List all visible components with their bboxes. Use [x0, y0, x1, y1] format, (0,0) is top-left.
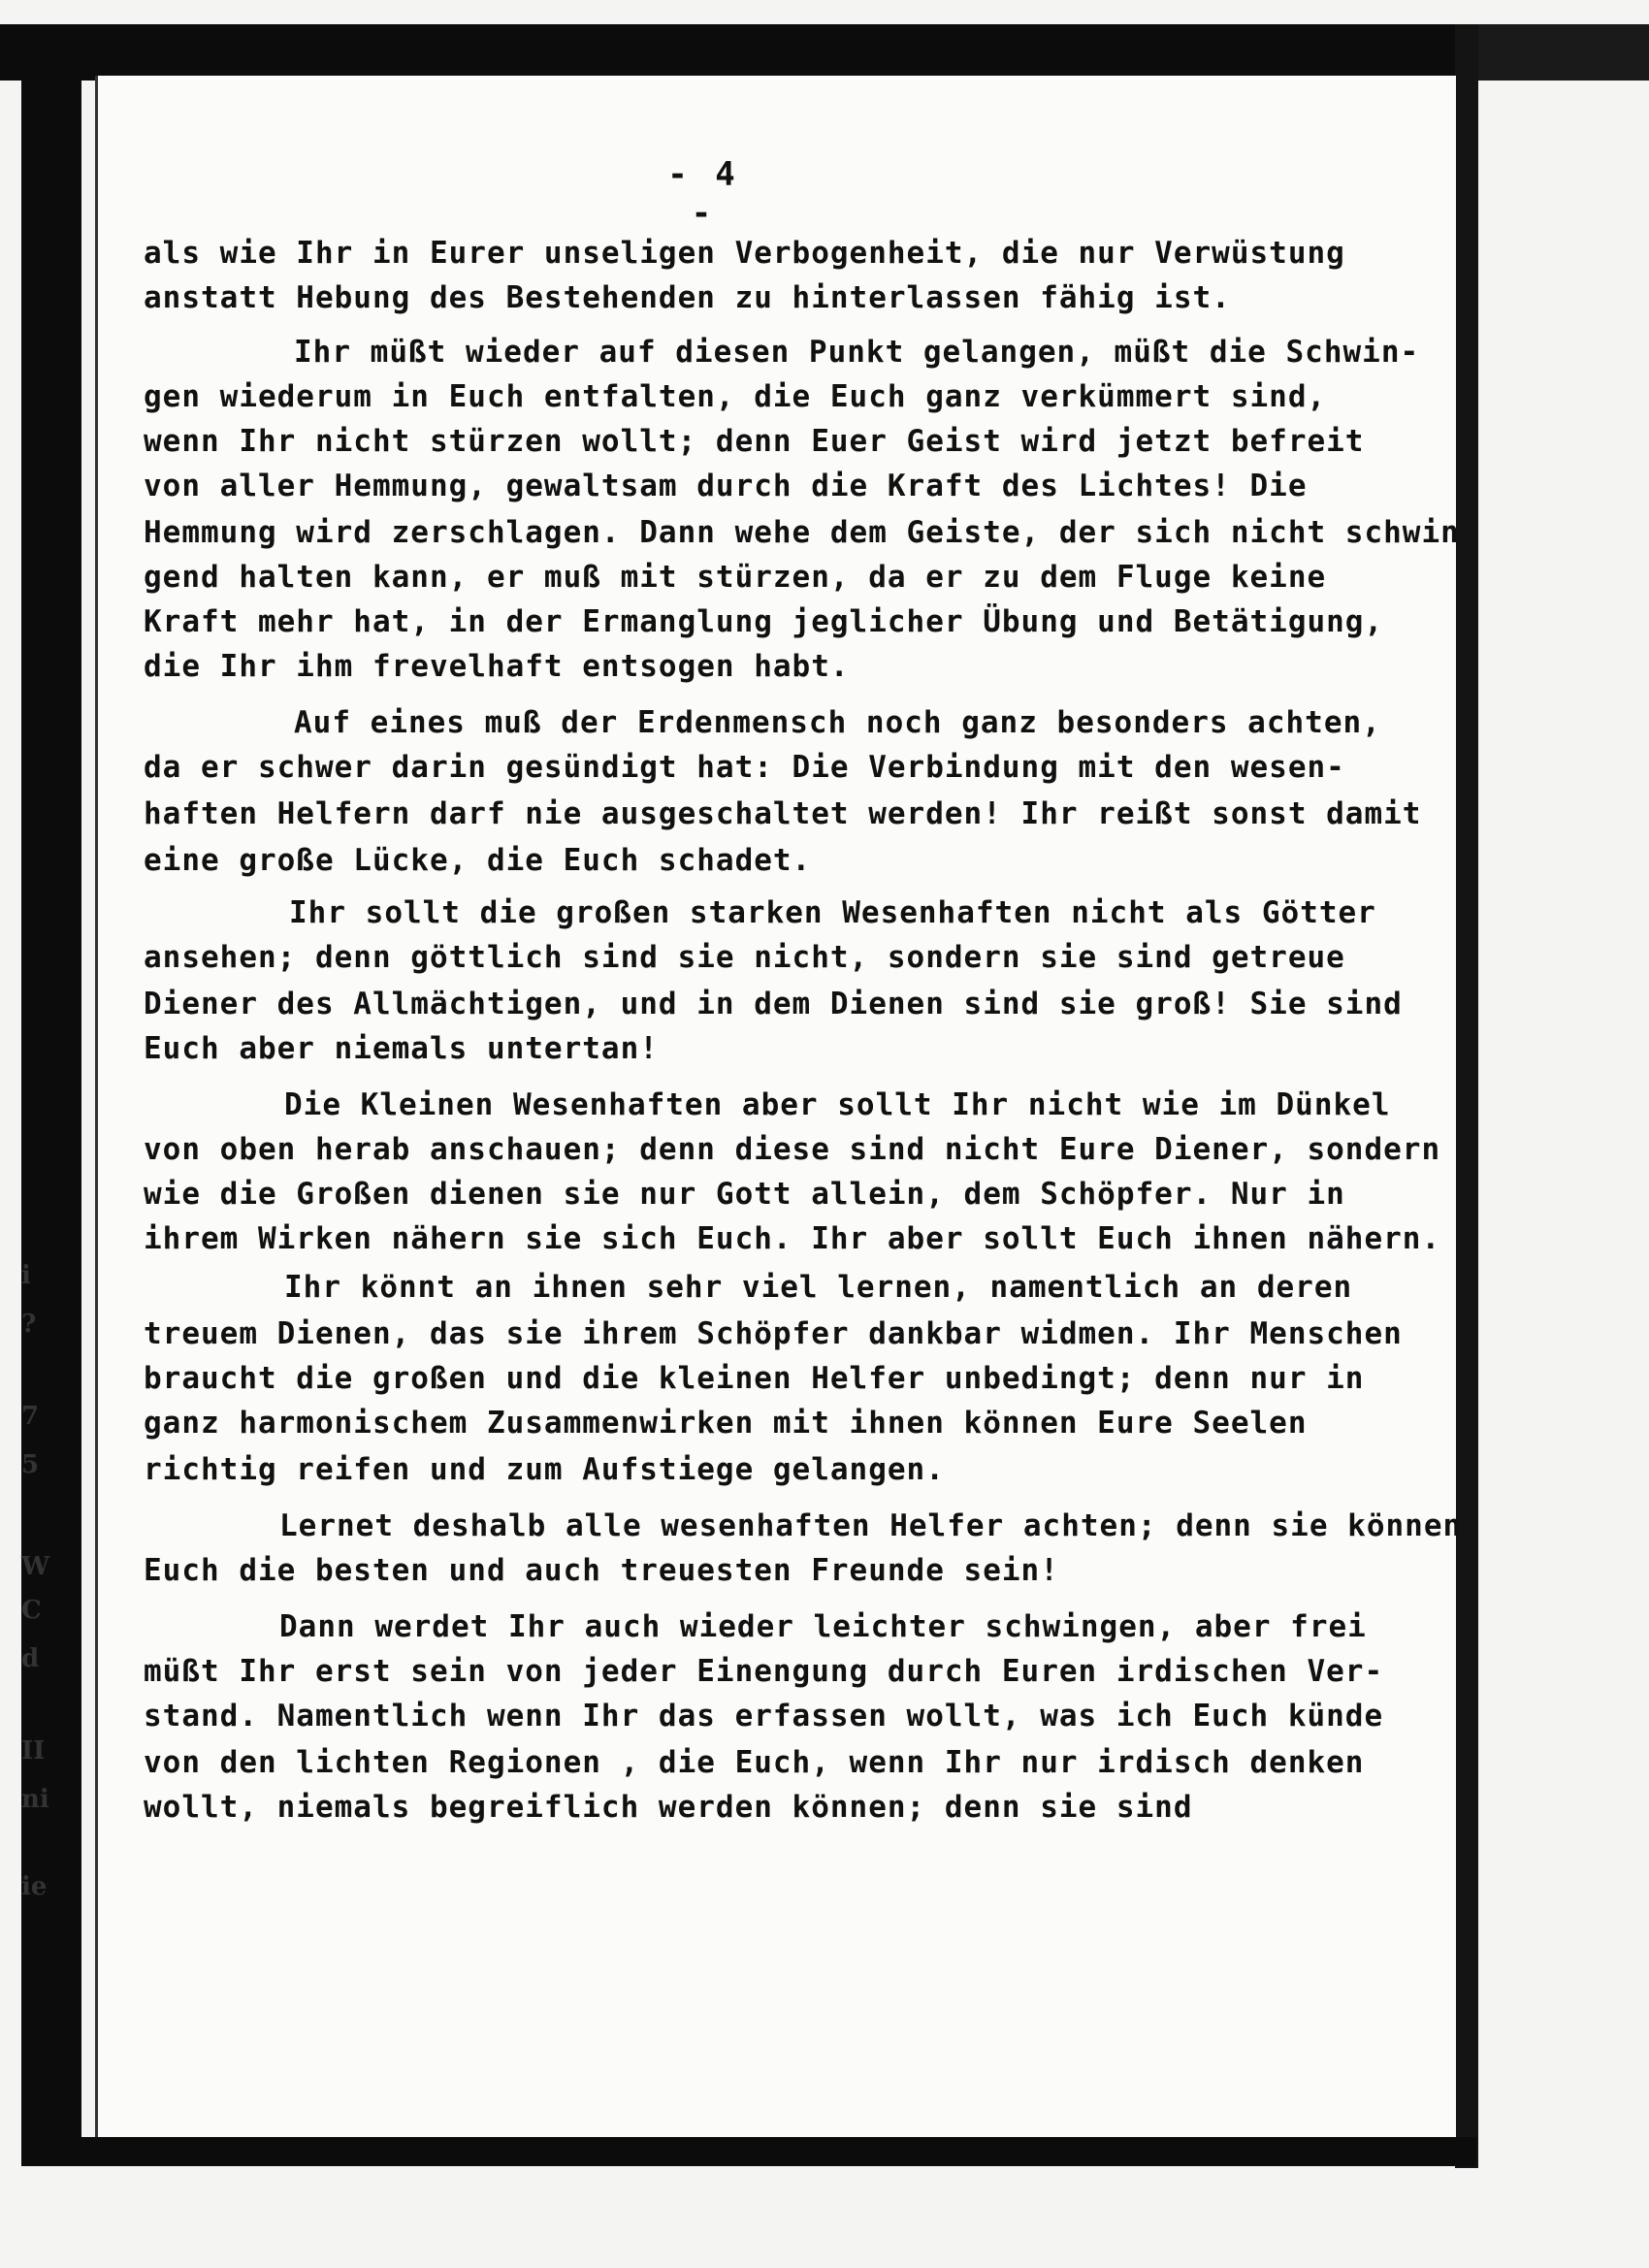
text-line: Ihr könnt an ihnen sehr viel lernen, namentlich an deren — [284, 1270, 1353, 1305]
text-line: von den lichten Regionen , die Euch, wenn Ihr nur irdisch denken — [144, 1745, 1365, 1780]
scan-frame-bottom — [21, 2137, 1476, 2166]
margin-mark: ni — [21, 1785, 49, 1814]
text-line: da er schwer darin gesündigt hat: Die Verbindung mit den wesen- — [144, 750, 1345, 785]
scan-frame-right — [1455, 24, 1478, 2168]
text-line: Hemmung wird zerschlagen. Dann wehe dem Geiste, der sich nicht schwin — [144, 515, 1460, 550]
text-line: Die Kleinen Wesenhaften aber sollt Ihr nicht wie im Dünkel — [284, 1087, 1391, 1122]
margin-mark: 7 — [21, 1402, 40, 1431]
scan-frame-left — [21, 24, 81, 2158]
text-line: wollt, niemals begreiflich werden können; denn sie sind — [144, 1790, 1193, 1825]
text-line: gend halten kann, er muß mit stürzen, da er zu dem Fluge keine — [144, 560, 1327, 595]
text-line: ansehen; denn göttlich sind sie nicht, sondern sie sind getreue — [144, 940, 1345, 975]
margin-mark: II — [21, 1736, 46, 1766]
margin-mark: 5 — [21, 1450, 40, 1479]
page-number: - 4 - — [667, 155, 739, 233]
text-line: ganz harmonischem Zusammenwirken mit ihnen können Eure Seelen — [144, 1406, 1308, 1441]
text-line: Ihr sollt die großen starken Wesenhaften nicht als Götter — [289, 895, 1376, 930]
margin-mark: ? — [21, 1310, 37, 1339]
text-line: als wie Ihr in Eurer unseligen Verbogenheit, die nur Verwüstung — [144, 236, 1345, 271]
text-line: wenn Ihr nicht stürzen wollt; denn Euer Geist wird jetzt befreit — [144, 424, 1365, 459]
margin-mark: i — [21, 1261, 31, 1290]
text-line: eine große Lücke, die Euch schadet. — [144, 843, 812, 878]
text-line: haften Helfern darf nie ausgeschaltet werden! Ihr reißt sonst damit — [144, 796, 1422, 831]
text-line: treuem Dienen, das sie ihrem Schöpfer dankbar widmen. Ihr Menschen — [144, 1316, 1403, 1351]
text-line: müßt Ihr erst sein von jeder Einengung durch Euren irdischen Ver- — [144, 1654, 1384, 1689]
margin-mark: C — [21, 1596, 42, 1625]
margin-mark: ie — [21, 1872, 48, 1901]
text-line: von oben herab anschauen; denn diese sind nicht Eure Diener, sondern — [144, 1132, 1441, 1167]
text-line: Auf eines muß der Erdenmensch noch ganz besonders achten, — [294, 705, 1381, 740]
text-line: wie die Großen dienen sie nur Gott allein, dem Schöpfer. Nur in — [144, 1177, 1345, 1212]
margin-mark: d — [21, 1644, 40, 1673]
text-line: stand. Namentlich wenn Ihr das erfassen wollt, was ich Euch künde — [144, 1699, 1384, 1733]
text-line: anstatt Hebung des Bestehenden zu hinterlassen fähig ist. — [144, 280, 1231, 315]
text-line: ihrem Wirken nähern sie sich Euch. Ihr aber sollt Euch ihnen nähern. — [144, 1221, 1441, 1256]
text-line: Diener des Allmächtigen, und in dem Dienen sind sie groß! Sie sind — [144, 987, 1403, 1021]
scan-frame-corner — [1478, 24, 1649, 81]
text-line: die Ihr ihm frevelhaft entsogen habt. — [144, 649, 850, 684]
text-line: Ihr müßt wieder auf diesen Punkt gelangen, müßt die Schwin- — [294, 335, 1420, 370]
text-line: gen wiederum in Euch entfalten, die Euch ganz verkümmert sind, — [144, 379, 1327, 414]
text-line: braucht die großen und die kleinen Helfer unbedingt; denn nur in — [144, 1361, 1365, 1396]
text-line: von aller Hemmung, gewaltsam durch die Kraft des Lichtes! Die — [144, 469, 1308, 503]
text-line: richtig reifen und zum Aufstiege gelangen. — [144, 1452, 945, 1487]
text-line: Lernet deshalb alle wesenhaften Helfer achten; denn sie können — [279, 1508, 1463, 1543]
text-line: Euch aber niemals untertan! — [144, 1031, 659, 1066]
text-line: Dann werdet Ihr auch wieder leichter schwingen, aber frei — [279, 1609, 1367, 1644]
text-line: Euch die besten und auch treuesten Freunde sein! — [144, 1553, 1059, 1588]
text-line: Kraft mehr hat, in der Ermanglung jeglicher Übung und Betätigung, — [144, 604, 1384, 639]
margin-mark: W — [21, 1552, 50, 1581]
scan-frame-top — [0, 24, 1649, 81]
